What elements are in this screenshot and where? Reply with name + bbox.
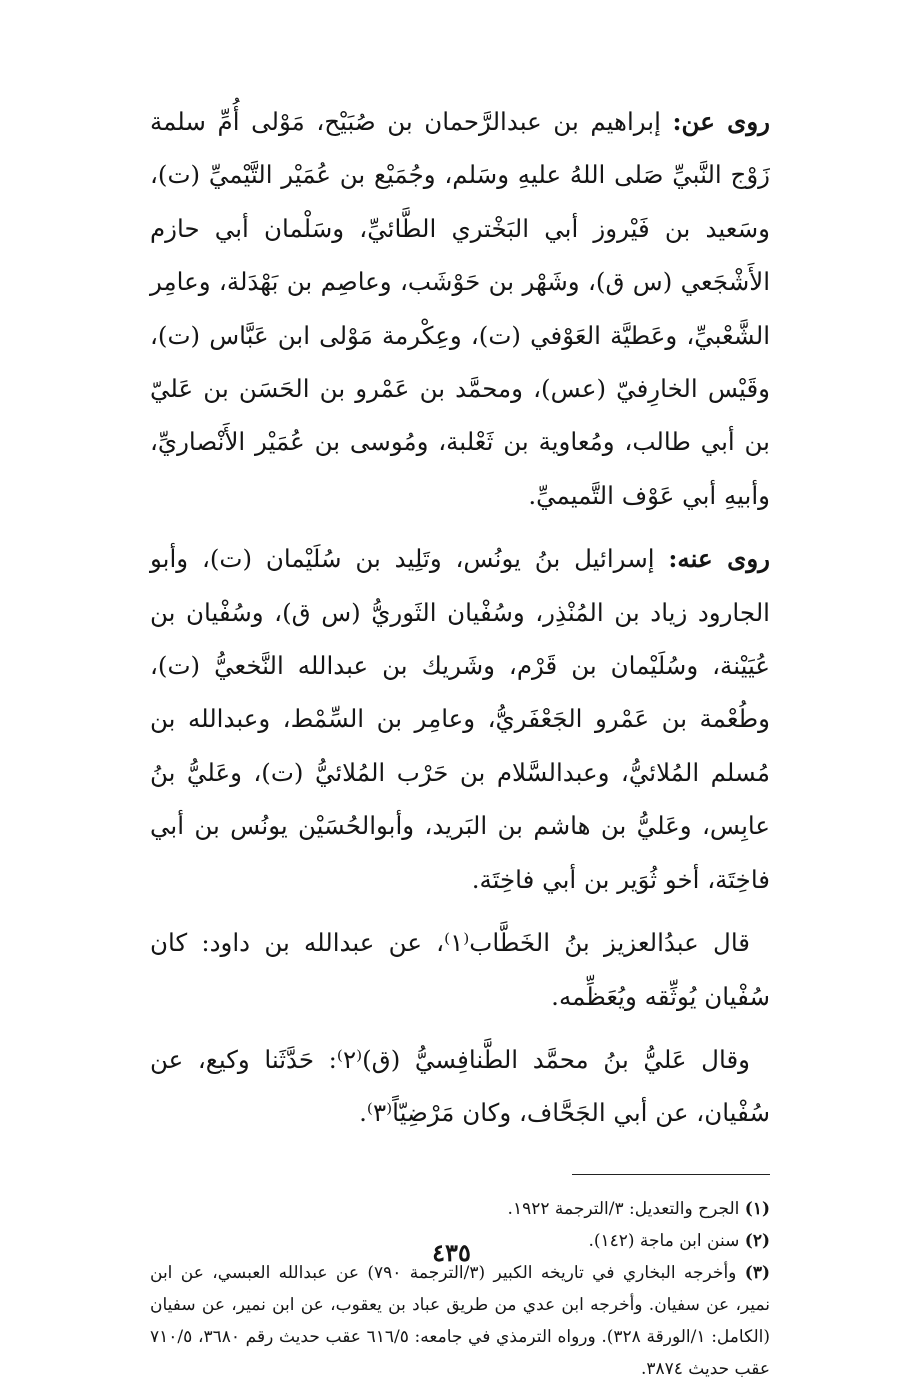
footnotes xyxy=(150,1193,770,1385)
footnote-3-number: (٣) xyxy=(744,1262,771,1283)
footnote-2-number: (٢) xyxy=(744,1230,770,1251)
tanafisi-quote-paragraph xyxy=(150,1033,770,1140)
narrated-from-paragraph xyxy=(150,95,770,522)
footnote-divider xyxy=(572,1174,770,1175)
footnote-1-number: (١) xyxy=(744,1198,770,1219)
footnote-3 xyxy=(150,1257,770,1385)
abdulaziz-quote-text: قال عبدُالعزيز بنُ الخَطَّاب⁽١⁾، عن عبدالله بن داود: كان سُفْيان يُوثِّقه ويُعَظِّمه. xyxy=(150,928,770,1011)
narrated-from-text: إبراهيم بن عبدالرَّحمان بن صُبَيْح، مَوْلى أُمِّ سلمة زَوْج النَّبيِّ صَلى اللهُ عليهِ وسَلم، وجُمَيْع بن عُمَيْر التَّيْميِّ (ت)، وسَعيد بن فَيْروز أبي البَخْتري الطَّائيِّ، وسَلْمان أبي حازم الأَشْجَعي (س ق)، وشَهْر بن حَوْشَب، وعاصِم بن بَهْدَلة، وعامِر الشَّعْبيِّ، وعَطيَّة العَوْفي (ت)، وعِكْرمة مَوْلى ابن عَبَّاس (ت)، وقَيْس الخارِفيّ (عس)، ومحمَّد بن عَمْرو بن الحَسَن بن عَليّ بن أبي طالب، ومُعاوية بن ثَعْلبة، ومُوسى بن عُمَيْر الأَنْصاريِّ، وأبيهِ أبي عَوْف التَّميميِّ. xyxy=(150,107,770,510)
page-number: ٤٣٥ xyxy=(432,1238,471,1267)
footnote-1-text: الجرح والتعديل: ٣/الترجمة ١٩٢٢. xyxy=(507,1198,740,1219)
footnote-2-text: سنن ابن ماجة (١٤٢). xyxy=(588,1230,740,1251)
narrated-by-paragraph xyxy=(150,532,770,906)
narrated-by-heading: روى عنه: xyxy=(668,544,771,574)
narrated-from-heading: روى عن: xyxy=(672,107,770,136)
tanafisi-quote-text: وقال عَليُّ بنُ محمَّد الطَّنافِسيُّ (ق)⁽٢⁾: حَدَّثَنا وكيع، عن سُفْيان، عن أبي الجَحَّاف، وكان مَرْضِيّاً⁽٣⁾. xyxy=(150,1044,770,1128)
footnote-3-text: وأخرجه البخاري في تاريخه الكبير (٣/الترجمة ٧٩٠) عن عبدالله العبسي، عن ابن نمير، عن سفيان. وأخرجه ابن عدي من طريق عباد بن يعقوب، عن ابن نمير، عن سفيان (الكامل: ١/الورقة ٣٢٨). ورواه الترمذي في جامعه: ٦١٦/٥ عقب حديث رقم ٣٦٨٠، ٧١٠/٥ عقب حديث ٣٨٧٤. xyxy=(150,1262,770,1379)
abdulaziz-quote-paragraph xyxy=(150,916,770,1023)
page-body xyxy=(150,95,770,1385)
footnote-1 xyxy=(150,1193,770,1225)
narrated-by-text: إسرائيل بنُ يونُس، وتَلِيد بن سُلَيْمان (ت)، وأبو الجارود زياد بن المُنْذِر، وسُفْيان الثَوريُّ (س ق)، وسُفْيان بن عُيَيْنة، وسُلَيْمان بن قَرْم، وشَريك بن عبدالله النَّخعيُّ (ت)، وطُعْمة بن عَمْرو الجَعْفَريُّ، وعامِر بن السِّمْط، وعبدالله بن مُسلم المُلائيُّ، وعبدالسَّلام بن حَرْب المُلائيُّ (ت)، وعَليُّ بنُ عابِس، وعَليُّ بن هاشم بن البَريد، وأبوالحُسَيْن يونُس بن أبي فاخِتَة، أخو ثُوَير بن أبي فاخِتَة. xyxy=(150,544,771,894)
